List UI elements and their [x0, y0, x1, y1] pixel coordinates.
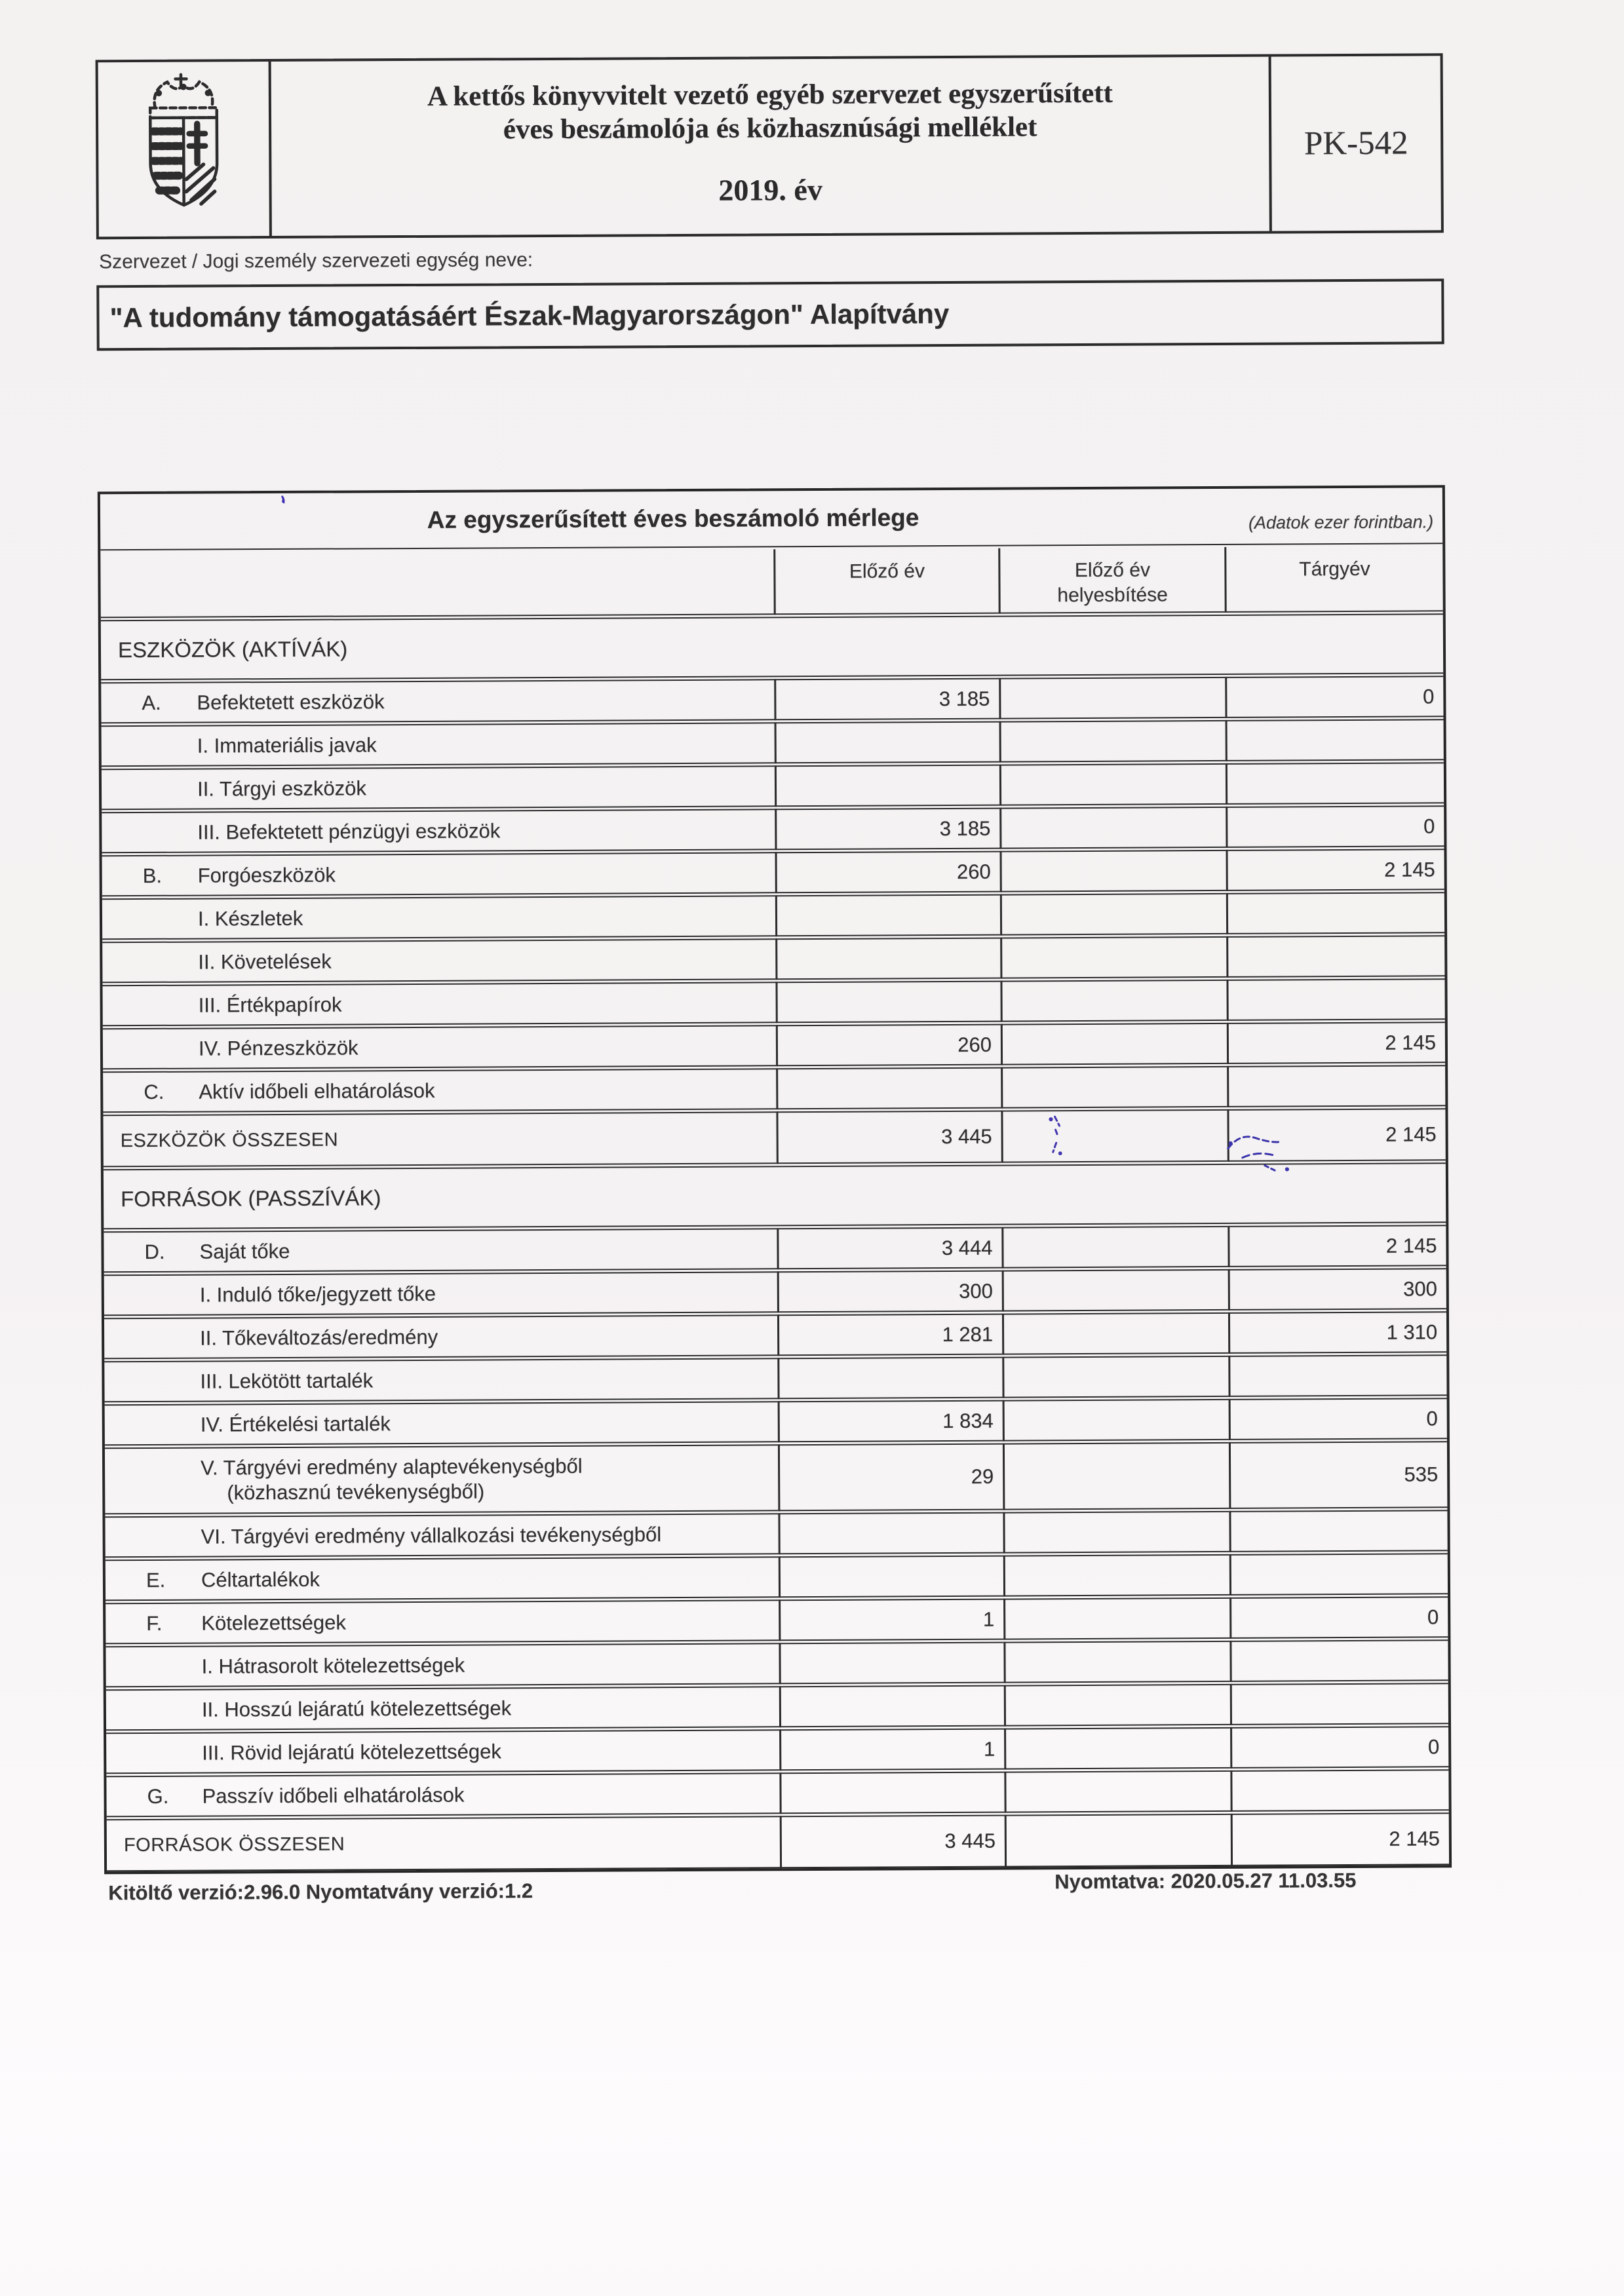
form-header [96, 53, 1444, 239]
value-previous-year-adjustment [1000, 893, 1226, 936]
value-previous-year: 3 185 [774, 678, 999, 721]
value-previous-year-adjustment [1005, 1814, 1231, 1867]
value-previous-year: 1 834 [778, 1400, 1003, 1443]
value-current-year: 0 [1226, 805, 1444, 848]
value-previous-year [779, 1642, 1003, 1685]
value-previous-year: 1 281 [777, 1314, 1002, 1356]
value-previous-year-adjustment [1002, 1269, 1228, 1312]
value-current-year [1229, 1510, 1447, 1552]
row-label-cell [102, 722, 775, 767]
row-label-cell [102, 982, 775, 1026]
value-previous-year [778, 1512, 1003, 1555]
balance-row-sub [103, 1022, 1445, 1069]
balance-row-sub [102, 892, 1444, 940]
row-label: Befektetett eszközök [197, 689, 385, 714]
value-previous-year [777, 1357, 1002, 1400]
balance-row-letter [103, 1065, 1445, 1113]
balance-row-sub [105, 1510, 1447, 1558]
value-previous-year: 300 [777, 1271, 1002, 1313]
row-label: I. Immateriális javak [197, 733, 377, 757]
value-previous-year-adjustment [999, 677, 1225, 719]
value-current-year [1226, 935, 1444, 978]
row-label: V. Tárgyévi eredmény alaptevékenységből [201, 1454, 583, 1480]
balance-title-row [100, 488, 1442, 550]
row-label-cell [103, 1025, 776, 1069]
row-letter: E. [145, 1568, 166, 1592]
balance-row-letter [106, 1596, 1448, 1644]
value-current-year: 0 [1225, 676, 1443, 718]
value-previous-year-adjustment [1001, 1226, 1228, 1269]
value-current-year [1227, 1065, 1445, 1107]
value-previous-year: 3 445 [780, 1815, 1005, 1869]
balance-row-total [107, 1812, 1449, 1871]
value-current-year [1226, 978, 1444, 1021]
balance-row-letter [102, 849, 1444, 896]
value-previous-year-adjustment [1000, 850, 1226, 892]
row-label-cell [104, 1228, 777, 1272]
row-label-cell [104, 1358, 777, 1402]
form-title [271, 77, 1269, 148]
value-previous-year-adjustment [1002, 1356, 1228, 1398]
row-letter: A. [142, 691, 161, 714]
row-label: Aktív időbeli elhatárolások [199, 1079, 435, 1103]
value-current-year: 0 [1229, 1398, 1447, 1440]
value-current-year [1230, 1683, 1448, 1725]
row-label-cell: FORRÁSOK ÖSSZESEN [107, 1816, 780, 1871]
row-letter: G. [147, 1784, 169, 1808]
balance-column-header-row [100, 546, 1442, 618]
value-current-year: 0 [1229, 1596, 1448, 1639]
value-current-year [1226, 719, 1444, 761]
form-title-line2: éves beszámolója és közhasznúsági melléklet [503, 111, 1037, 145]
balance-row-letter [106, 1553, 1448, 1601]
row-label-cell [106, 1599, 779, 1644]
row-label: III. Lekötött tartalék [200, 1368, 374, 1393]
value-current-year: 2 145 [1226, 849, 1444, 891]
value-previous-year-adjustment [1003, 1442, 1229, 1510]
row-label: Céltartalékok [201, 1567, 320, 1592]
row-letter: C. [144, 1080, 164, 1103]
row-label-cell: ESZKÖZÖK ÖSSZESEN [103, 1111, 776, 1167]
value-current-year [1230, 1769, 1448, 1812]
value-previous-year-adjustment [1004, 1727, 1230, 1770]
balance-row-letter [104, 1225, 1446, 1272]
column-header-current-year: Tárgyév [1224, 546, 1442, 613]
value-previous-year-adjustment [999, 720, 1226, 763]
row-label: IV. Pénzeszközök [198, 1035, 358, 1060]
row-label: I. Induló tőke/jegyzett tőke [199, 1282, 436, 1307]
value-previous-year-adjustment [1003, 1641, 1229, 1683]
row-label-cell [102, 765, 775, 810]
value-current-year [1226, 892, 1444, 934]
value-previous-year-adjustment [1000, 980, 1226, 1022]
form-code-badge: PK-542 [1269, 56, 1441, 231]
value-current-year [1229, 1639, 1448, 1682]
row-label-cell [102, 809, 775, 853]
value-previous-year-adjustment [1000, 936, 1226, 979]
value-previous-year: 3 445 [776, 1111, 1001, 1164]
form-title-line1: A kettős könyvvitelt vezető egyéb szervezet egyszerűsített [427, 77, 1113, 112]
value-previous-year [779, 1685, 1004, 1728]
column-header-spacer [100, 549, 773, 618]
value-previous-year-adjustment [999, 807, 1226, 849]
row-label: Kötelezettségek [201, 1610, 346, 1635]
value-previous-year-adjustment [1001, 1023, 1227, 1065]
row-label-cell [105, 1444, 778, 1514]
row-label: II. Hosszú lejáratú kötelezettségek [201, 1696, 512, 1721]
value-previous-year-adjustment [1003, 1399, 1229, 1442]
value-previous-year [779, 1772, 1004, 1814]
value-previous-year [776, 1067, 1001, 1110]
hungarian-coat-of-arms-icon [122, 70, 246, 229]
row-label-cell [105, 1513, 778, 1558]
value-previous-year-adjustment [1002, 1312, 1228, 1355]
row-label-cell [102, 895, 775, 940]
section-label: ESZKÖZÖK (AKTÍVÁK) [101, 613, 1443, 680]
value-previous-year-adjustment [1003, 1511, 1229, 1554]
section-label: FORRÁSOK (PASSZÍVÁK) [104, 1162, 1446, 1229]
balance-row-letter [106, 1769, 1448, 1817]
balance-row-sub [102, 805, 1444, 853]
value-previous-year: 3 185 [775, 808, 999, 851]
balance-row-sub [105, 1398, 1447, 1445]
row-label: III. Rövid lejáratú kötelezettségek [202, 1739, 501, 1765]
unit-note: (Adatok ezer forintban.) [1248, 512, 1434, 533]
balance-row-section [104, 1162, 1446, 1229]
form-year: 2019. év [718, 173, 822, 208]
value-current-year: 2 145 [1228, 1225, 1446, 1267]
row-label-line2: (közhasznú tevékenységből) [227, 1480, 485, 1504]
value-current-year [1229, 1553, 1448, 1596]
value-previous-year [775, 765, 999, 807]
balance-row-sub [106, 1639, 1448, 1687]
row-letter: B. [142, 864, 163, 887]
balance-row-sub [102, 719, 1444, 767]
value-current-year: 2 145 [1231, 1812, 1449, 1866]
value-previous-year: 260 [775, 851, 1000, 894]
row-label: VI. Tárgyévi eredmény vállalkozási tevékenységből [201, 1522, 662, 1548]
value-previous-year: 29 [778, 1444, 1003, 1512]
balance-row-section [101, 613, 1443, 680]
balance-table [100, 486, 1449, 1873]
balance-row-sub [106, 1683, 1448, 1731]
value-previous-year [775, 938, 1000, 980]
value-current-year: 300 [1228, 1268, 1446, 1311]
column-header-previous-year-adjustment: Előző év helyesbítése [998, 547, 1224, 614]
balance-row-sub [105, 1441, 1447, 1514]
value-previous-year-adjustment [1004, 1770, 1230, 1813]
value-previous-year: 3 444 [777, 1227, 1001, 1270]
logo-cell [98, 62, 272, 237]
org-name-box [96, 278, 1444, 351]
balance-row-sub [106, 1726, 1448, 1774]
org-name-label: Szervezet / Jogi személy szervezeti egység neve: [99, 249, 533, 273]
row-letter: D. [144, 1240, 165, 1263]
value-previous-year [779, 1556, 1003, 1598]
row-label-cell [102, 852, 775, 896]
row-label: I. Hátrasorolt kötelezettségek [201, 1653, 465, 1678]
balance-sheet [98, 485, 1452, 1874]
value-previous-year-adjustment [999, 763, 1226, 806]
value-previous-year [775, 721, 999, 764]
value-current-year: 0 [1230, 1726, 1448, 1769]
row-label-cell [106, 1643, 779, 1687]
balance-row-letter [101, 676, 1443, 723]
row-label: III. Értékpapírok [198, 993, 342, 1017]
balance-row-sub [104, 1268, 1446, 1316]
value-previous-year [775, 894, 1000, 937]
value-current-year [1226, 762, 1444, 805]
balance-row-total [103, 1108, 1445, 1167]
form-title-cell [271, 57, 1269, 236]
balance-row-sub [104, 1311, 1446, 1359]
row-label: Passzív időbeli elhatárolások [202, 1783, 465, 1808]
row-label-cell [103, 1068, 776, 1113]
row-label: II. Tőkeváltozás/eredmény [200, 1325, 438, 1350]
balance-row-sub [104, 1354, 1446, 1402]
value-current-year: 2 145 [1227, 1108, 1445, 1162]
value-previous-year-adjustment [1004, 1684, 1230, 1727]
value-previous-year: 260 [776, 1024, 1001, 1067]
row-label-cell [105, 1401, 778, 1445]
row-label-cell [106, 1729, 779, 1774]
value-current-year: 2 145 [1227, 1022, 1445, 1064]
value-previous-year-adjustment [1003, 1554, 1229, 1597]
row-label: II. Tárgyi eszközök [197, 776, 366, 801]
row-label-cell [106, 1686, 779, 1731]
row-label: Forgóeszközök [197, 863, 336, 887]
row-label: I. Készletek [197, 906, 303, 930]
row-label-cell [102, 938, 775, 983]
balance-row-sub [102, 762, 1444, 810]
row-label-cell [104, 1271, 777, 1316]
value-previous-year-adjustment [1001, 1109, 1227, 1163]
software-version-note: Kitöltő verzió:2.96.0 Nyomtatvány verzió:1.2 [108, 1879, 533, 1905]
row-label: Saját tőke [199, 1239, 290, 1263]
row-label: III. Befektetett pénzügyi eszközök [197, 818, 501, 844]
value-previous-year: 1 [779, 1599, 1003, 1641]
row-label-cell [101, 679, 774, 723]
row-label-cell [106, 1556, 779, 1601]
row-label-cell [106, 1772, 779, 1817]
value-previous-year-adjustment [1003, 1598, 1229, 1640]
row-label: II. Követelések [198, 949, 332, 974]
value-previous-year-adjustment [1001, 1066, 1227, 1109]
org-name-value: "A tudomány támogatásáért Észak-Magyarországon" Alapítvány [109, 297, 950, 334]
balance-row-sub [102, 935, 1444, 983]
balance-row-sub [102, 978, 1444, 1026]
row-letter: F. [146, 1611, 163, 1635]
value-previous-year [775, 981, 1000, 1024]
row-label: IV. Értékelési tartalék [200, 1411, 391, 1436]
value-previous-year: 1 [779, 1729, 1004, 1771]
column-header-previous-year: Előző év [773, 548, 998, 615]
value-current-year: 1 310 [1228, 1311, 1446, 1354]
row-label-cell [104, 1314, 777, 1359]
value-current-year [1228, 1354, 1446, 1397]
value-current-year: 535 [1229, 1441, 1447, 1509]
balance-title: Az egyszerűsített éves beszámoló mérlege [427, 504, 919, 533]
printed-timestamp: Nyomtatva: 2020.05.27 11.03.55 [1054, 1868, 1357, 1894]
